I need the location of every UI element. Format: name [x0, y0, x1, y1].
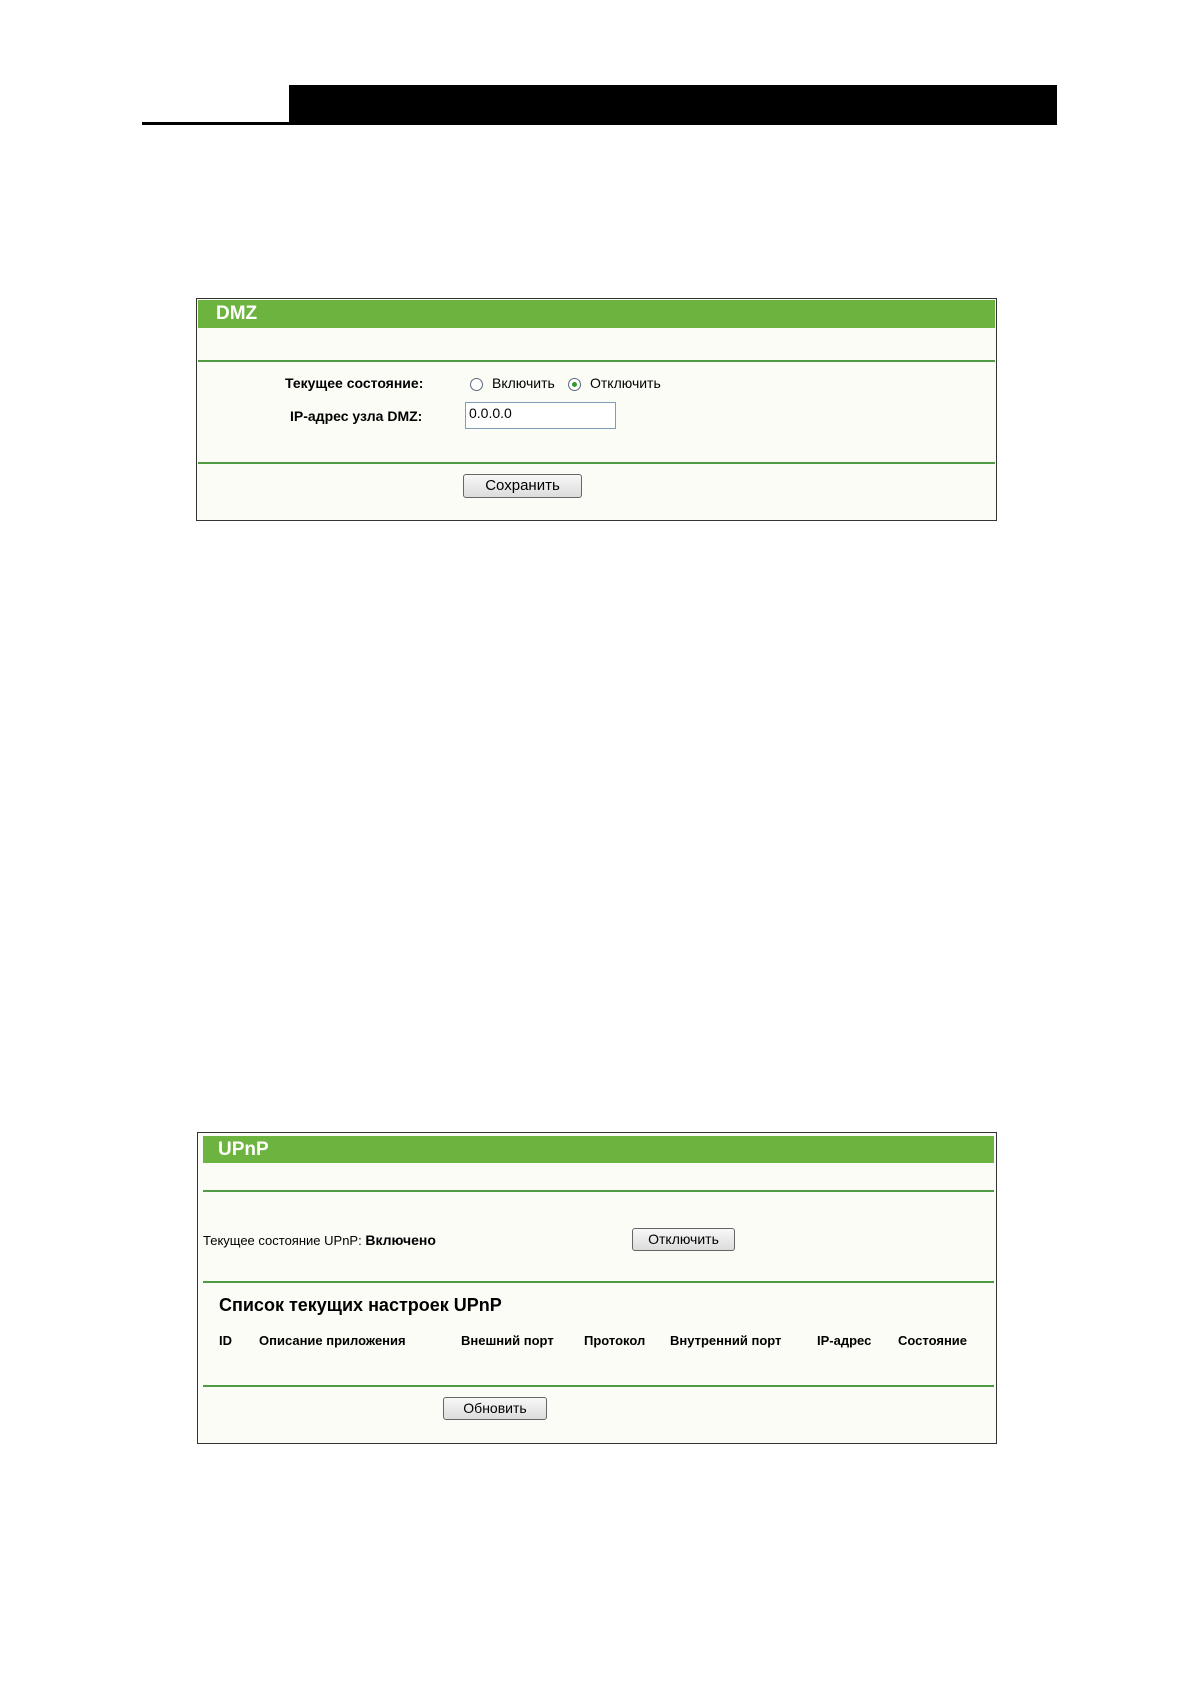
dmz-separator-bottom	[198, 462, 995, 464]
upnp-list-title: Список текущих настроек UPnP	[219, 1295, 502, 1315]
dmz-disable-label[interactable]: Отключить	[590, 375, 661, 391]
upnp-state-text	[203, 1232, 436, 1248]
upnp-state-label: Текущее состояние UPnP:	[203, 1233, 362, 1248]
upnp-title: UPnP	[203, 1136, 994, 1163]
upnp-disable-button[interactable]: Отключить	[632, 1228, 735, 1251]
header-rule	[142, 122, 291, 125]
dmz-ip-label: IP-адрес узла DMZ:	[290, 408, 423, 424]
dmz-separator-top	[198, 360, 995, 362]
col-protocol: Протокол	[584, 1333, 646, 1348]
upnp-separator-mid	[203, 1281, 994, 1283]
upnp-separator-bottom	[203, 1385, 994, 1387]
dmz-title: DMZ	[198, 300, 995, 328]
dmz-enable-radio[interactable]	[470, 378, 483, 391]
col-id: ID	[219, 1333, 232, 1348]
upnp-refresh-button[interactable]: Обновить	[443, 1397, 547, 1420]
dmz-ip-input[interactable]: 0.0.0.0	[465, 402, 616, 429]
dmz-enable-label[interactable]: Включить	[492, 375, 555, 391]
col-internal-port: Внутренний порт	[670, 1333, 782, 1348]
dmz-panel	[196, 298, 997, 521]
col-ip-address: IP-адрес	[817, 1333, 872, 1348]
dmz-save-button[interactable]: Сохранить	[463, 474, 582, 498]
upnp-separator-top	[203, 1190, 994, 1192]
col-external-port: Внешний порт	[461, 1333, 554, 1348]
col-status: Состояние	[898, 1333, 968, 1348]
col-app-description: Описание приложения	[259, 1333, 406, 1348]
dmz-state-label: Текущее состояние:	[285, 375, 424, 391]
header-bar	[289, 85, 1057, 125]
upnp-state-value: Включено	[365, 1232, 436, 1248]
upnp-panel	[197, 1132, 997, 1444]
dmz-disable-radio[interactable]	[568, 378, 581, 391]
